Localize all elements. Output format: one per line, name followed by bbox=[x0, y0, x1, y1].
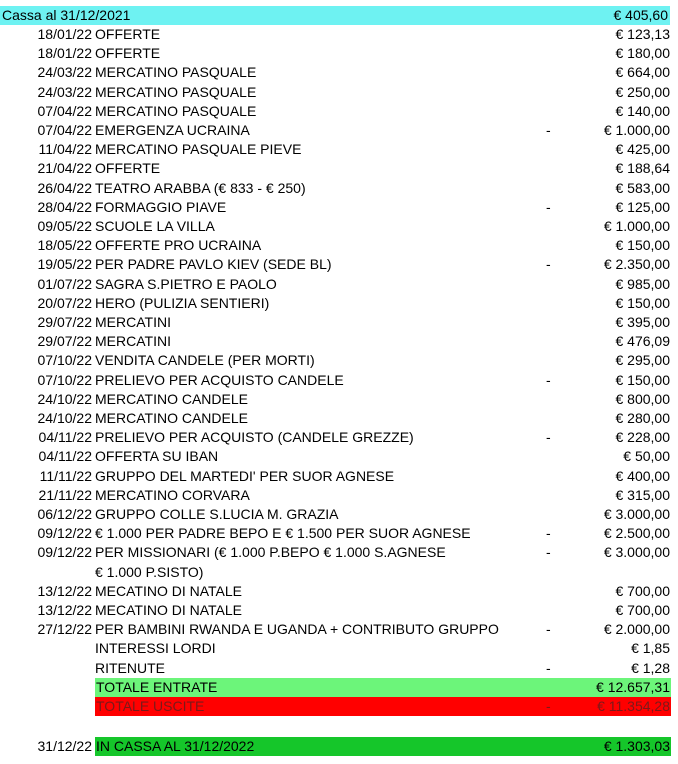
entry-amount: € 140,00 bbox=[615, 102, 670, 119]
entry-date: 29/07/22 bbox=[37, 314, 92, 330]
entry-description: MERCATINO PASQUALE PIEVE bbox=[95, 141, 302, 158]
entry-amount: € 280,00 bbox=[615, 410, 670, 426]
entry-amount: € 800,00 bbox=[615, 390, 670, 407]
ledger-row bbox=[0, 639, 678, 658]
entry-amount: € 50,00 bbox=[623, 448, 670, 465]
entry-date: 09/12/22 bbox=[37, 544, 92, 561]
entry-amount: € 188,64 bbox=[615, 160, 670, 177]
entry-amount: € 2.000,00 bbox=[603, 621, 670, 638]
entry-sign: - bbox=[546, 256, 551, 273]
entry-date: 18/01/22 bbox=[37, 26, 92, 42]
entry-amount: € 180,00 bbox=[615, 45, 670, 62]
ledger-row bbox=[0, 601, 678, 620]
ledger-row bbox=[0, 255, 678, 274]
entry-amount: € 2.500,00 bbox=[603, 525, 670, 542]
ledger-row bbox=[0, 582, 678, 601]
entry-amount: € 1,85 bbox=[631, 640, 670, 657]
entry-description: MECATINO DI NATALE bbox=[95, 602, 243, 618]
ledger-row bbox=[0, 236, 678, 255]
entry-sign: - bbox=[546, 122, 551, 138]
ledger-row bbox=[0, 217, 678, 236]
entry-amount: € 228,00 bbox=[615, 429, 670, 446]
ledger-row bbox=[0, 275, 678, 294]
entry-sign: - bbox=[546, 544, 551, 561]
ledger-row bbox=[0, 543, 678, 562]
entry-date: 09/12/22 bbox=[37, 525, 92, 542]
entry-date: 21/04/22 bbox=[37, 160, 92, 177]
ledger-row bbox=[0, 351, 678, 370]
total-income-label: TOTALE ENTRATE bbox=[96, 679, 218, 695]
entry-date: 13/12/22 bbox=[37, 602, 92, 618]
entry-date: 11/04/22 bbox=[38, 141, 92, 158]
entry-description: GRUPPO DEL MARTEDI' PER SUOR AGNESE bbox=[95, 467, 395, 484]
entry-amount: € 295,00 bbox=[615, 352, 670, 369]
entry-date: 21/11/22 bbox=[38, 486, 92, 503]
entry-amount: € 150,00 bbox=[615, 237, 670, 254]
entry-description: OFFERTE bbox=[95, 45, 161, 62]
entry-description: EMERGENZA UCRAINA bbox=[95, 122, 250, 138]
entry-date: 07/10/22 bbox=[37, 352, 92, 369]
ledger-row bbox=[0, 198, 678, 217]
ledger-row bbox=[0, 524, 678, 543]
ledger-row bbox=[0, 121, 678, 140]
entry-date: 26/04/22 bbox=[37, 179, 92, 196]
opening-balance-label: Cassa al 31/12/2021 bbox=[2, 7, 131, 23]
entry-date: 27/12/22 bbox=[37, 621, 92, 638]
entry-amount: € 425,00 bbox=[615, 141, 670, 158]
entry-description: OFFERTE PRO UCRAINA bbox=[95, 237, 262, 254]
entry-date: 13/12/22 bbox=[37, 582, 92, 599]
entry-date: 09/05/22 bbox=[37, 218, 92, 234]
closing-balance-label: IN CASSA AL 31/12/2022 bbox=[96, 738, 255, 754]
entry-description: PER PADRE PAVLO KIEV (SEDE BL) bbox=[95, 256, 332, 273]
entry-amount: € 2.350,00 bbox=[603, 256, 670, 273]
entry-amount: € 3.000,00 bbox=[603, 544, 670, 561]
entry-description: HERO (PULIZIA SENTIERI) bbox=[95, 294, 270, 311]
ledger-row bbox=[0, 83, 678, 102]
ledger-row bbox=[0, 390, 678, 409]
opening-balance-row bbox=[0, 6, 670, 25]
entry-amount: € 700,00 bbox=[615, 582, 670, 599]
entry-date: 04/11/22 bbox=[38, 429, 92, 446]
entry-description: MERCATINO CANDELE bbox=[95, 390, 248, 407]
entry-description: € 1.000 P.SISTO) bbox=[95, 563, 204, 580]
entry-amount: € 150,00 bbox=[615, 371, 670, 388]
entry-sign: - bbox=[546, 198, 551, 215]
total-expense-amount: € 11.354,28 bbox=[597, 698, 670, 714]
entry-description: PRELIEVO PER ACQUISTO (CANDELE GREZZE) bbox=[95, 429, 414, 446]
entry-amount: € 1,28 bbox=[631, 659, 670, 676]
ledger-row bbox=[0, 447, 678, 466]
ledger-row bbox=[0, 505, 678, 524]
entry-amount: € 583,00 bbox=[615, 179, 670, 196]
entry-date: 24/03/22 bbox=[37, 64, 92, 81]
entry-description: MERCATINO PASQUALE bbox=[95, 102, 257, 119]
entry-description: FORMAGGIO PIAVE bbox=[95, 198, 227, 215]
entry-sign: - bbox=[546, 659, 551, 676]
entry-description: PER MISSIONARI (€ 1.000 P.BEPO € 1.000 S.AGNESE bbox=[95, 544, 446, 561]
entry-description: MERCATINO PASQUALE bbox=[95, 83, 257, 100]
entry-sign: - bbox=[546, 371, 551, 388]
entry-date: 11/11/22 bbox=[39, 467, 92, 484]
entry-description: MERCATINO CORVARA bbox=[95, 486, 250, 503]
ledger-row bbox=[0, 428, 678, 447]
ledger-row bbox=[0, 159, 678, 178]
entry-description: RITENUTE bbox=[95, 659, 165, 676]
ledger-row bbox=[0, 140, 678, 159]
entry-amount: € 125,00 bbox=[615, 198, 670, 215]
entry-description: SAGRA S.PIETRO E PAOLO bbox=[95, 275, 277, 292]
ledger-row bbox=[0, 44, 678, 63]
total-expense-row bbox=[95, 697, 671, 716]
entry-description: MERCATINI bbox=[95, 333, 171, 350]
entry-sign: - bbox=[546, 429, 551, 446]
entry-description: VENDITA CANDELE (PER MORTI) bbox=[95, 352, 315, 369]
ledger-row bbox=[0, 313, 678, 332]
entry-date: 24/10/22 bbox=[37, 390, 92, 407]
entry-description: OFFERTE bbox=[95, 26, 161, 42]
ledger-row bbox=[0, 371, 678, 390]
entry-description: PER BAMBINI RWANDA E UGANDA + CONTRIBUTO GRUPPO bbox=[95, 621, 499, 638]
entry-description: GRUPPO COLLE S.LUCIA M. GRAZIA bbox=[95, 506, 339, 522]
ledger-row bbox=[0, 294, 678, 313]
entry-amount: € 985,00 bbox=[615, 275, 670, 292]
entry-amount: € 476,09 bbox=[615, 333, 670, 350]
ledger-row bbox=[0, 659, 678, 678]
entry-date: 19/05/22 bbox=[37, 256, 92, 273]
ledger-row bbox=[0, 620, 678, 639]
entry-amount: € 664,00 bbox=[615, 64, 670, 81]
total-expense-label: TOTALE USCITE bbox=[96, 698, 205, 714]
entry-amount: € 150,00 bbox=[615, 294, 670, 311]
entry-date: 20/07/22 bbox=[37, 294, 92, 311]
entry-date: 24/10/22 bbox=[37, 410, 92, 426]
total-income-amount: € 12.657,31 bbox=[596, 679, 670, 695]
entry-amount: € 250,00 bbox=[615, 83, 670, 100]
entry-date: 29/07/22 bbox=[37, 333, 92, 350]
opening-balance-amount: € 405,60 bbox=[613, 7, 668, 23]
ledger-row bbox=[0, 467, 678, 486]
entry-sign: - bbox=[546, 621, 551, 638]
entry-date: 01/07/22 bbox=[37, 275, 92, 292]
entry-amount: € 1.000,00 bbox=[603, 218, 670, 234]
entry-amount: € 400,00 bbox=[615, 467, 670, 484]
entry-date: 24/03/22 bbox=[37, 83, 92, 100]
ledger-row bbox=[0, 563, 678, 582]
entry-amount: € 700,00 bbox=[615, 602, 670, 618]
closing-balance-row bbox=[95, 737, 671, 756]
entry-description: € 1.000 PER PADRE BEPO E € 1.500 PER SUOR AGNESE bbox=[95, 525, 471, 542]
entry-description: SCUOLE LA VILLA bbox=[95, 218, 215, 234]
entry-amount: € 395,00 bbox=[615, 314, 670, 330]
entry-date: 28/04/22 bbox=[37, 198, 92, 215]
entry-date: 04/11/22 bbox=[38, 448, 92, 465]
entry-description: MERCATINI bbox=[95, 314, 171, 330]
entry-description: OFFERTA SU IBAN bbox=[95, 448, 219, 465]
entry-date: 07/10/22 bbox=[37, 371, 92, 388]
ledger-row bbox=[0, 63, 678, 82]
entry-amount: € 1.000,00 bbox=[603, 122, 670, 138]
entry-date: 18/01/22 bbox=[37, 45, 92, 62]
total-expense-sign: - bbox=[546, 698, 551, 714]
entry-date: 07/04/22 bbox=[37, 102, 92, 119]
ledger-row bbox=[0, 486, 678, 505]
ledger-row bbox=[0, 332, 678, 351]
entry-description: MECATINO DI NATALE bbox=[95, 582, 243, 599]
entry-description: PRELIEVO PER ACQUISTO CANDELE bbox=[95, 371, 344, 388]
ledger-row bbox=[0, 102, 678, 121]
ledger-row bbox=[0, 409, 678, 428]
entry-description: TEATRO ARABBA (€ 833 - € 250) bbox=[95, 179, 306, 196]
entry-amount: € 3.000,00 bbox=[603, 506, 670, 522]
entry-description: INTERESSI LORDI bbox=[95, 640, 216, 657]
entry-description: OFFERTE bbox=[95, 160, 161, 177]
entry-description: MERCATINO PASQUALE bbox=[95, 64, 257, 81]
closing-balance-amount: € 1.303,03 bbox=[603, 738, 670, 754]
ledger-row bbox=[0, 179, 678, 198]
entry-description: MERCATINO CANDELE bbox=[95, 410, 248, 426]
ledger-row bbox=[0, 25, 678, 44]
entry-amount: € 315,00 bbox=[615, 486, 670, 503]
total-income-row bbox=[95, 678, 671, 697]
entry-date: 06/12/22 bbox=[37, 506, 92, 522]
entry-date: 07/04/22 bbox=[37, 122, 92, 138]
entry-amount: € 123,13 bbox=[615, 26, 670, 42]
entry-sign: - bbox=[546, 525, 551, 542]
entry-date: 18/05/22 bbox=[37, 237, 92, 254]
closing-date: 31/12/22 bbox=[37, 738, 92, 754]
